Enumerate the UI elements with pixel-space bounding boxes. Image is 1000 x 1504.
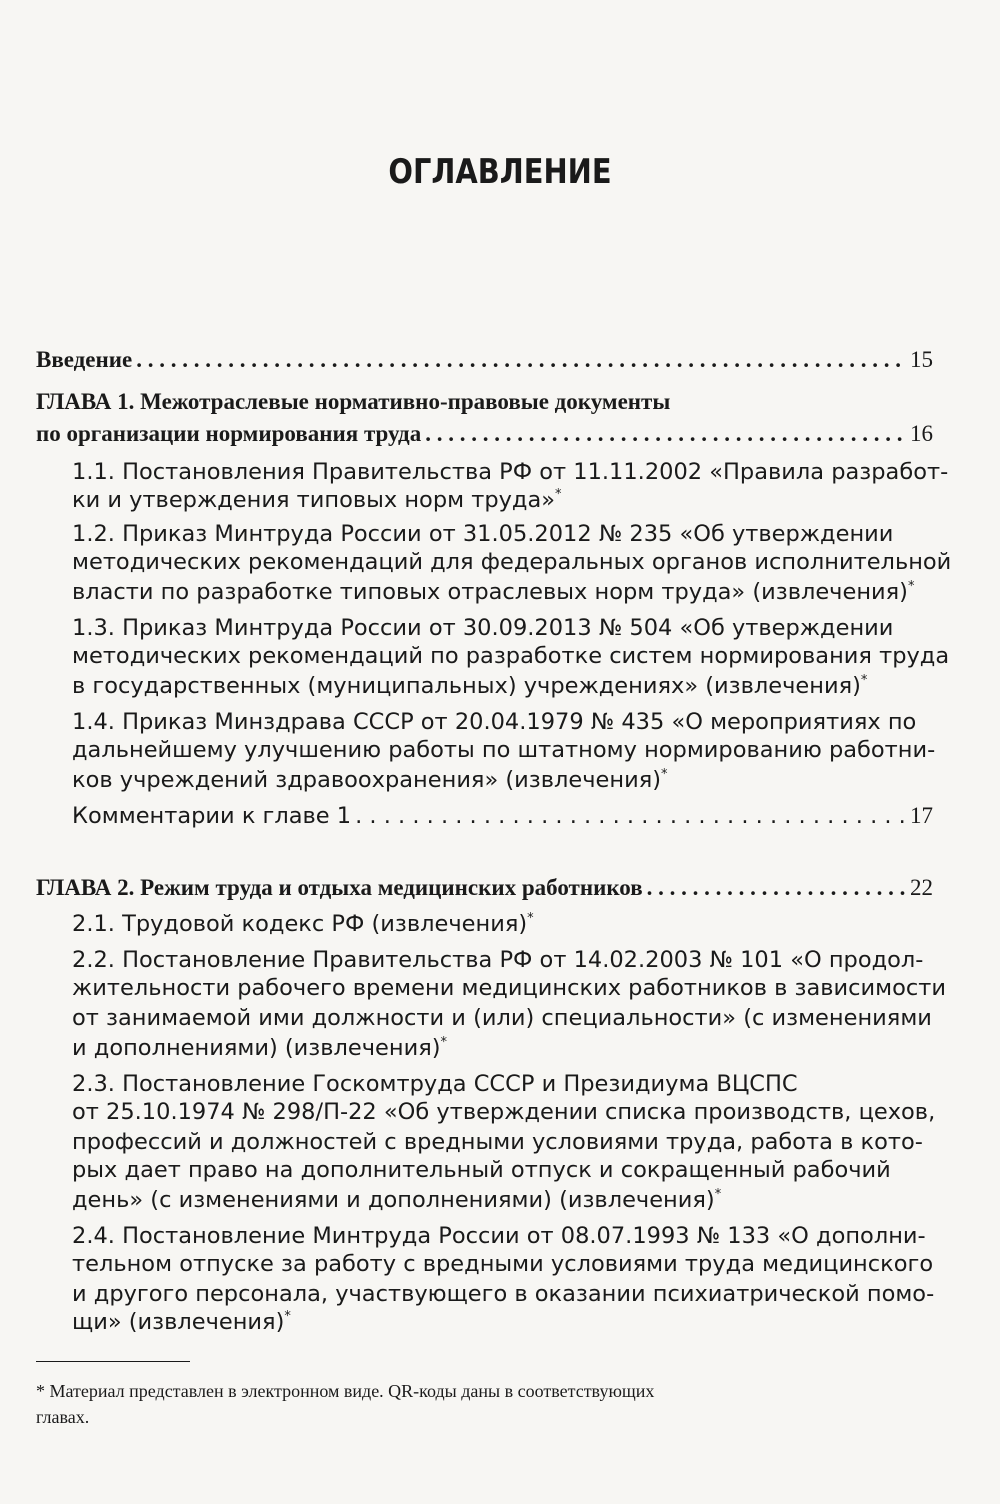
footnote-marker: * xyxy=(440,1035,448,1050)
footnote-marker: * xyxy=(714,1187,722,1202)
toc-item-2-4[interactable]: и другого персонала, участвующего в оказании психиатрической помо- xyxy=(72,1281,935,1307)
dot-leader xyxy=(425,418,906,450)
toc-item-1-4[interactable]: дальнейшему улучшению работы по штатному нормированию работни- xyxy=(72,737,936,763)
toc-item-1-4[interactable] xyxy=(72,764,933,796)
toc-item-2-4[interactable] xyxy=(72,1306,933,1338)
toc-page-number: 16 xyxy=(910,421,933,446)
footnote-text: * Материал представлен в электронном виде. QR-коды даны в соответствующих xyxy=(36,1381,655,1401)
footnote-marker: * xyxy=(661,767,668,782)
toc-item-2-3[interactable]: от 25.10.1974 № 298/П-22 «Об утверждении списка производств, цехов, xyxy=(72,1099,936,1125)
toc-item-2-2[interactable]: от занимаемой ими должности и (или) специальности» (с изменениями xyxy=(72,1005,932,1031)
toc-item-2-4[interactable]: 2.4. Постановление Минтруда России от 08.07.1993 № 133 «О дополни- xyxy=(72,1223,926,1249)
toc-entry-label: ГЛАВА 2. Режим труда и отдыха медицинских работников xyxy=(36,875,643,900)
chapter-1-title[interactable]: ГЛАВА 1. Межотраслевые нормативно-правовые документы xyxy=(36,389,671,414)
toc-item-text: день» (с изменениями и дополнениями) (извлечения) xyxy=(72,1187,715,1213)
toc-page-number: 15 xyxy=(910,347,933,372)
toc-item-text: ков учреждений здравоохранения» (извлечения) xyxy=(72,767,662,793)
footnote-marker: * xyxy=(284,1309,291,1324)
toc-item-1-3[interactable]: 1.3. Приказ Минтруда России от 30.09.2013 № 504 «Об утверждении xyxy=(72,615,894,641)
page-title: ОГЛАВЛЕНИЕ xyxy=(388,152,612,192)
dot-leader xyxy=(647,872,906,904)
toc-item-2-1[interactable] xyxy=(72,908,933,940)
toc-item-2-2[interactable]: жительности рабочего времени медицинских работников в зависимости xyxy=(72,975,946,1001)
toc-item-2-3[interactable]: рых дает право на дополнительный отпуск и сокращенный рабочий xyxy=(72,1157,891,1183)
toc-item-2-2[interactable] xyxy=(72,1032,933,1064)
toc-item-text: ки и утверждения типовых норм труда» xyxy=(72,487,556,513)
toc-item-1-2[interactable] xyxy=(72,576,933,608)
toc-item-1-3[interactable] xyxy=(72,670,933,702)
dot-leader xyxy=(136,344,906,376)
footnote-marker: * xyxy=(907,579,915,594)
dot-leader xyxy=(355,800,906,832)
footnote-marker: * xyxy=(860,673,868,688)
toc-item-2-4[interactable]: тельном отпуске за работу с вредными условиями труда медицинского xyxy=(72,1251,934,1277)
toc-item-text: власти по разработке типовых отраслевых норм труда» (извлечения) xyxy=(72,579,908,605)
toc-item-2-3[interactable]: профессий и должностей с вредными условиями труда, работа в кото- xyxy=(72,1129,923,1155)
toc-entry-intro[interactable] xyxy=(36,344,933,376)
toc-entry-chapter-2[interactable] xyxy=(36,872,933,904)
toc-item-text: 2.1. Трудовой кодекс РФ (извлечения) xyxy=(72,911,528,937)
toc-page-number: 17 xyxy=(910,803,933,828)
toc-item-text: щи» (извлечения) xyxy=(72,1309,285,1335)
toc-item-2-3[interactable]: 2.3. Постановление Госкомтруда СССР и Президиума ВЦСПС xyxy=(72,1071,798,1097)
toc-entry-label: по организации нормирования труда xyxy=(36,421,422,446)
toc-item-1-3[interactable]: методических рекомендаций по разработке систем нормирования труда xyxy=(72,643,950,669)
toc-page-number: 22 xyxy=(910,875,933,900)
toc-entry-chapter-1[interactable] xyxy=(36,418,933,450)
toc-entry-label: Введение xyxy=(36,347,133,372)
toc-item-1-1[interactable]: 1.1. Постановления Правительства РФ от 11.11.2002 «Правила разработ- xyxy=(72,459,949,485)
toc-item-text: в государственных (муниципальных) учреждениях» (извлечения) xyxy=(72,673,861,699)
toc-item-2-2[interactable]: 2.2. Постановление Правительства РФ от 14.02.2003 № 101 «О продол- xyxy=(72,947,924,973)
footnote-divider xyxy=(36,1361,190,1362)
toc-item-1-2[interactable]: 1.2. Приказ Минтруда России от 31.05.2012 № 235 «Об утверждении xyxy=(72,521,894,547)
toc-item-2-3[interactable] xyxy=(72,1184,933,1216)
toc-item-1-2[interactable]: методических рекомендаций для федеральных органов исполнительной xyxy=(72,549,952,575)
footnote-marker: * xyxy=(555,487,562,502)
toc-item-text: и дополнениями) (извлечения) xyxy=(72,1035,441,1061)
footnote-text: главах. xyxy=(36,1407,90,1427)
toc-item-1-1[interactable] xyxy=(72,484,933,516)
toc-item-1-4[interactable]: 1.4. Приказ Минздрава СССР от 20.04.1979 № 435 «О мероприятиях по xyxy=(72,709,917,735)
footnote-marker: * xyxy=(527,911,534,926)
toc-entry-label: Комментарии к главе 1 xyxy=(72,803,352,829)
toc-entry-comments-1[interactable] xyxy=(72,800,933,832)
